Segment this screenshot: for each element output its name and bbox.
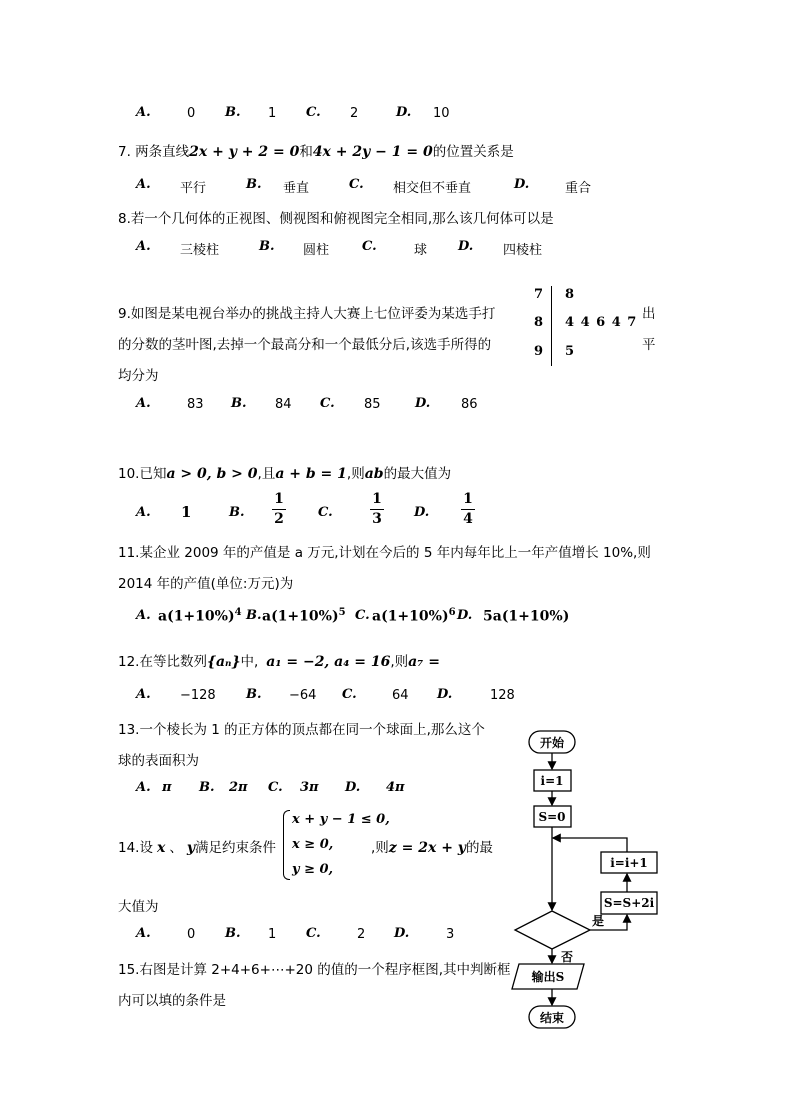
q12-option-d-label: D. [437, 687, 453, 702]
q14-constraint-3: y ≥ 0, [292, 862, 334, 877]
fraction-denominator: 2 [274, 511, 284, 527]
q14-constraint-1: x + y − 1 ≤ 0, [292, 812, 390, 827]
q10-condition-2: a + b = 1 [275, 466, 347, 482]
q14-objective: z = 2x + y [388, 840, 466, 856]
q12-sequence: {aₙ} [206, 654, 241, 670]
q13-option-d-label: D. [345, 780, 361, 795]
q11-option-c-value [372, 607, 456, 625]
stem-leaf-leaves: 4 4 6 4 7 [565, 315, 638, 330]
flowchart-start-label: 开始 [539, 736, 565, 750]
q14-suffix-pre: ,则 [371, 840, 389, 856]
q13-line-1: 13.一个棱长为 1 的正方体的顶点都在同一个球面上,那么这个 [118, 722, 485, 738]
q12-option-a-label: A. [136, 687, 151, 702]
stem-leaf-stem: 7 [534, 287, 544, 302]
fraction-numerator: 1 [372, 491, 382, 507]
q7-option-a-label: A. [136, 177, 151, 192]
q6-option-b-value: 1 [268, 106, 277, 121]
q14-suffix: 的最 [465, 840, 493, 856]
fraction-bar [370, 509, 384, 510]
q10-option-c-label: C. [318, 505, 333, 520]
q6-option-c-value: 2 [350, 106, 359, 121]
q13-line-2: 球的表面积为 [118, 753, 199, 769]
q14-var-x: x [156, 840, 166, 856]
q6-option-a-label: A. [136, 105, 151, 120]
q7-stem [118, 140, 514, 160]
q13-option-d-value: 4π [386, 780, 405, 795]
q14-prefix: 14.设 [118, 840, 153, 856]
q11-option-b-label: B. [246, 608, 262, 623]
q12-option-b-label: B. [246, 687, 262, 702]
q8-option-c-value: 球 [414, 243, 428, 258]
fraction-numerator: 1 [274, 491, 284, 507]
q10-option-b-fraction [272, 491, 286, 528]
q12-mid: 中, [240, 654, 259, 670]
q6-option-d-label: D. [396, 105, 412, 120]
fraction-bar [461, 509, 475, 510]
q12-option-d-value: 128 [490, 688, 515, 703]
q11-line-1: 11.某企业 2009 年的产值是 a 万元,计划在今后的 5 年内每年比上一年产值增长 10%,则 [118, 545, 651, 561]
option-base: a(1+10%) [372, 608, 449, 625]
q9-option-a-value: 83 [187, 397, 204, 412]
q14-option-a-label: A. [136, 926, 151, 941]
q11-option-b-value [262, 607, 346, 625]
q13-option-a-value: π [162, 780, 172, 795]
q13-option-c-value: 3π [300, 780, 319, 795]
q10-expression: ab [364, 466, 384, 482]
q7-option-d-label: D. [514, 177, 530, 192]
flowchart-output-label: 输出S [531, 970, 565, 984]
q14-option-b-value: 1 [268, 927, 277, 942]
q13-option-b-value: 2π [229, 780, 248, 795]
stem-leaf-leaves: 8 [565, 287, 575, 302]
q8-option-d-label: D. [458, 239, 474, 254]
q14-option-c-value: 2 [357, 927, 366, 942]
q7-option-d-value: 重合 [565, 181, 592, 196]
q15-line-2: 内可以填的条件是 [118, 993, 226, 1009]
flowchart [505, 725, 685, 1035]
q9-option-b-label: B. [231, 396, 247, 411]
q13-option-b-label: B. [199, 780, 215, 795]
q11-line-2: 2014 年的产值(单位:万元)为 [118, 576, 294, 592]
q7-prefix: 7. 两条直线 [118, 144, 190, 160]
flowchart-loop-path [553, 838, 627, 852]
q12-target: a₇ = [408, 654, 440, 670]
q14-separator: 、 [169, 840, 183, 856]
q9-option-c-value: 85 [364, 397, 381, 412]
q12-option-b-value: −64 [289, 688, 317, 703]
q9-line-1: 9.如图是某电视台举办的挑战主持人大赛上七位评委为某选手打 [118, 306, 496, 322]
q10-condition: a > 0, b > 0 [166, 466, 258, 482]
q7-suffix: 的位置关系是 [432, 144, 514, 160]
q11-option-c-label: C. [355, 608, 370, 623]
fraction-denominator: 3 [372, 511, 382, 527]
q9-line-2: 的分数的茎叶图,去掉一个最高分和一个最低分后,该选手所得的 [118, 337, 492, 353]
stem-leaf-leaves: 5 [565, 344, 575, 359]
q12-option-c-value: 64 [392, 688, 409, 703]
flowchart-init-s-label: S=0 [538, 810, 566, 824]
q7-option-b-label: B. [246, 177, 262, 192]
q8-option-a-value: 三棱柱 [180, 243, 220, 258]
q8-option-d-value: 四棱柱 [503, 243, 543, 258]
q6-option-b-label: B. [225, 105, 241, 120]
q12-option-c-label: C. [342, 687, 357, 702]
option-base: 5a(1+10%) [483, 608, 570, 625]
q14-option-d-value: 3 [446, 927, 455, 942]
q11-option-a-label: A. [136, 608, 151, 623]
q12-stem [118, 650, 440, 670]
q8-option-b-label: B. [259, 239, 275, 254]
q13-option-c-label: C. [268, 780, 283, 795]
q10-mid-2: ,则 [346, 466, 365, 482]
q8-option-a-label: A. [136, 239, 151, 254]
fraction-numerator: 1 [463, 491, 473, 507]
q6-option-c-label: C. [306, 105, 321, 120]
q9-line-3: 均分为 [118, 368, 159, 384]
q14-stem [118, 836, 276, 856]
q12-option-a-value: −128 [180, 688, 216, 703]
q14-objective-line [371, 836, 493, 856]
q10-option-a-value: 1 [181, 503, 192, 521]
q14-constraint-2: x ≥ 0, [292, 837, 334, 852]
q7-option-a-value: 平行 [180, 181, 207, 196]
q12-prefix: 12.在等比数列 [118, 654, 207, 670]
q14-brace [283, 810, 290, 880]
fraction-bar [272, 509, 286, 510]
q14-mid: 满足约束条件 [194, 840, 276, 856]
q11-option-a-value [158, 607, 242, 625]
q14-option-b-label: B. [225, 926, 241, 941]
q10-option-c-fraction [370, 491, 384, 528]
q12-given: a₁ = −2, a₄ = 16 [266, 654, 391, 670]
q9-side-text-1: 出 [642, 306, 656, 322]
q7-option-c-value: 相交但不垂直 [393, 181, 472, 196]
q9-option-b-value: 84 [275, 397, 292, 412]
q9-option-d-label: D. [415, 396, 431, 411]
flowchart-decision-diamond [515, 911, 590, 949]
q6-option-a-value: 0 [187, 106, 196, 121]
q7-option-c-label: C. [349, 177, 364, 192]
stem-leaf-stem: 9 [534, 344, 544, 359]
q14-option-c-label: C. [306, 926, 321, 941]
q10-suffix: 的最大值为 [383, 466, 452, 482]
q7-option-b-value: 垂直 [283, 181, 310, 196]
q13-option-a-label: A. [136, 780, 151, 795]
q14-option-a-value: 0 [187, 927, 196, 942]
option-base: a(1+10%) [158, 608, 235, 625]
fraction-denominator: 4 [463, 511, 473, 527]
stem-leaf-divider [551, 286, 552, 366]
q7-mid: 和 [299, 144, 313, 160]
q10-option-d-fraction [461, 491, 475, 528]
flowchart-update-s-label: S=S+2i [603, 896, 655, 910]
q10-option-b-label: B. [229, 505, 245, 520]
q10-option-a-label: A. [136, 505, 151, 520]
q9-option-a-label: A. [136, 396, 151, 411]
q9-option-d-value: 86 [461, 397, 478, 412]
option-base: a(1+10%) [262, 608, 339, 625]
q11-option-d-value [483, 607, 569, 625]
q9-side-text-2: 平 [642, 337, 656, 353]
q10-mid-1: ,且 [257, 466, 276, 482]
q9-option-c-label: C. [320, 396, 335, 411]
option-exponent: 5 [338, 607, 346, 618]
q14-line-2: 大值为 [118, 899, 159, 915]
q6-option-d-value: 10 [433, 106, 450, 121]
flowchart-inc-i-label: i=i+1 [610, 856, 648, 870]
q8-stem: 8.若一个几何体的正视图、侧视图和俯视图完全相同,那么该几何体可以是 [118, 211, 554, 227]
q10-option-d-label: D. [414, 505, 430, 520]
flowchart-end-label: 结束 [539, 1011, 565, 1025]
stem-leaf-stem: 8 [534, 315, 544, 330]
flowchart-no-label: 否 [560, 950, 574, 964]
flowchart-yes-label: 是 [591, 914, 605, 928]
q7-equation-2: 4x + 2y − 1 = 0 [312, 144, 433, 160]
flowchart-init-i-label: i=1 [540, 774, 564, 788]
option-exponent: 6 [448, 607, 456, 618]
q14-var-y: y [186, 840, 195, 856]
q8-option-b-value: 圆柱 [303, 243, 330, 258]
q11-option-d-label: D. [457, 608, 473, 623]
option-exponent: 4 [234, 607, 242, 618]
q10-stem [118, 462, 451, 482]
q12-suffix: ,则 [390, 654, 409, 670]
q14-option-d-label: D. [394, 926, 410, 941]
q8-option-c-label: C. [362, 239, 377, 254]
q10-prefix: 10.已知 [118, 466, 167, 482]
q15-line-1: 15.右图是计算 2+4+6+⋯+20 的值的一个程序框图,其中判断框 [118, 962, 511, 978]
q7-equation-1: 2x + y + 2 = 0 [189, 144, 300, 160]
